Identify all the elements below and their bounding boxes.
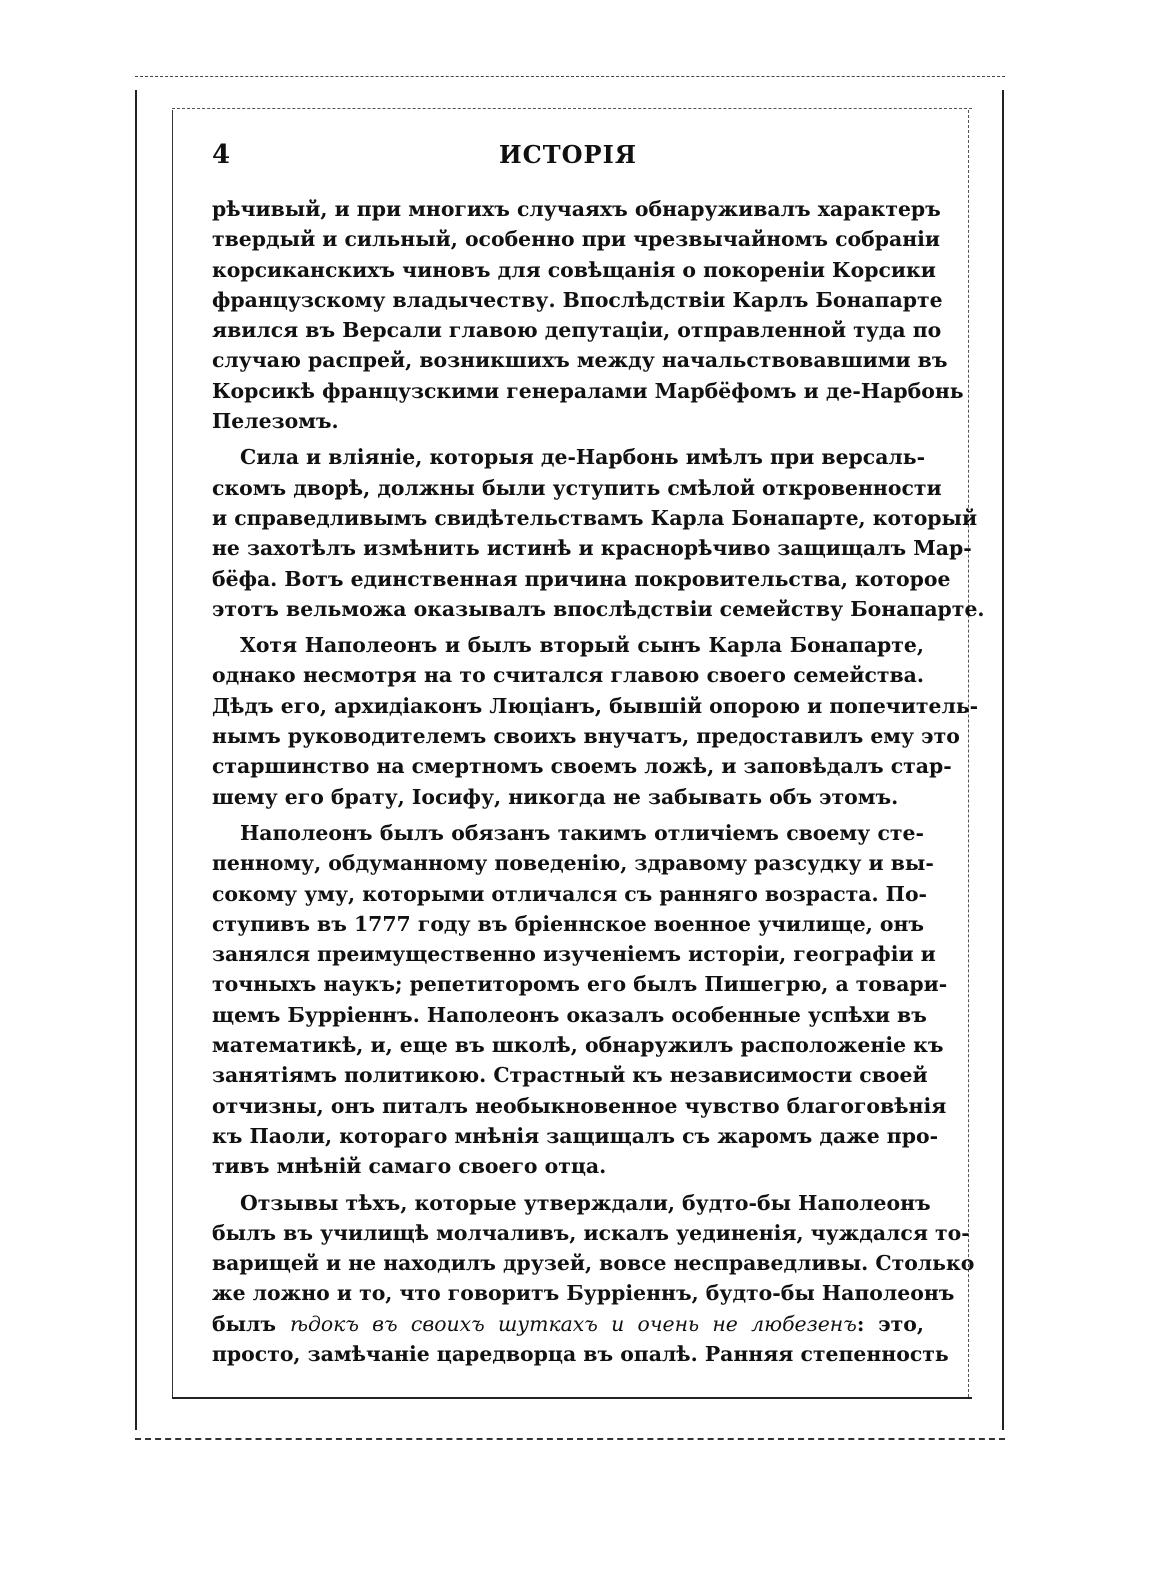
outer-frame-top	[135, 76, 1005, 77]
text-line: явился въ Версали главою депутаціи, отправленной туда по	[212, 318, 942, 343]
text-line: твердый и сильный, особенно при чрезвычайномъ собраніи	[212, 227, 940, 252]
text-line: точныхъ наукъ; репетиторомъ его былъ Пишегрю, а товари-	[212, 972, 948, 997]
text-line: пенному, обдуманному поведенію, здравому разсудку и вы-	[212, 851, 934, 876]
text-line: шему его брату, Іосифу, никогда не забывать объ этомъ.	[212, 784, 899, 809]
text-line: французскому владычеству. Впослѣдствіи Карлъ Бонапарте	[212, 287, 943, 312]
text-line: тивъ мнѣній самаго своего отца.	[212, 1154, 607, 1179]
text-line: просто, замѣчаніе царедворца въ опалѣ. Ранняя степенность	[212, 1341, 949, 1366]
text-line: къ Паоли, котораго мнѣнія защищалъ съ жаромъ даже про-	[212, 1123, 939, 1148]
book-page	[212, 140, 985, 1369]
paragraph-5	[212, 1188, 975, 1370]
inner-frame-right	[968, 110, 969, 1397]
text-line: корсиканскихъ чиновъ для совѣщанія о покореніи Корсики	[212, 257, 936, 282]
text-line: не захотѣлъ измѣнить истинѣ и краснорѣчиво защищалъ Мар-	[212, 536, 972, 561]
text-line: нымъ руководителемъ своихъ внучатъ, предоставилъ ему это	[212, 724, 960, 749]
text-fragment: былъ	[212, 1311, 290, 1336]
text-line: Хотя Наполеонъ и былъ вторый сынъ Карла Бонапарте,	[240, 633, 924, 658]
text-line: варищей и не находилъ друзей, вовсе несправедливы. Столько	[212, 1251, 975, 1276]
text-line: Корсикѣ французскими генералами Марбёфомъ и де-Нарбонь	[212, 378, 964, 403]
text-line: Дѣдъ его, архидіаконъ Люціанъ, бывшій опорою и попечитель-	[212, 693, 979, 718]
running-title: ИСТОРІЯ	[499, 140, 637, 169]
text-line: же ложно и то, что говоритъ Бурріеннъ, будто-бы Наполеонъ	[212, 1281, 955, 1306]
text-fragment: : это,	[856, 1311, 924, 1336]
paragraph-3	[212, 630, 979, 812]
inner-frame-left	[172, 110, 173, 1397]
text-line: старшинство на смертномъ своемъ ложѣ, и заповѣдалъ стар-	[212, 754, 952, 779]
italic-quote: ѣдокъ въ своихъ шуткахъ и очень не любезенъ	[289, 1311, 857, 1336]
page-header	[212, 140, 924, 180]
outer-frame-left	[135, 90, 137, 1430]
text-line: сокому уму, которыми отличался съ ранняго возраста. По-	[212, 881, 928, 906]
inner-frame-bottom	[172, 1397, 972, 1399]
paragraph-2	[212, 442, 985, 624]
text-line-mixed	[212, 1309, 924, 1339]
text-line: щемъ Бурріеннъ. Наполеонъ оказалъ особенные успѣхи въ	[212, 1002, 927, 1027]
paragraph-4	[212, 818, 948, 1182]
text-line: случаю распрей, возникшихъ между начальствовавшими въ	[212, 348, 948, 373]
text-line: Отзывы тѣхъ, которые утверждали, будто-бы Наполеонъ	[240, 1190, 931, 1215]
outer-frame-right	[1002, 90, 1004, 1430]
text-line: математикѣ, и, еще въ школѣ, обнаружилъ расположеніе къ	[212, 1033, 944, 1058]
paragraph-1	[212, 194, 964, 436]
text-line: Пелезомъ.	[212, 409, 339, 434]
text-line: былъ въ училищѣ молчаливъ, искалъ уединенія, чуждался то-	[212, 1220, 970, 1245]
text-line: Сила и вліяніе, которыя де-Нарбонь имѣлъ при версаль-	[240, 445, 926, 470]
text-line: ступивъ въ 1777 году въ бріеннское военное училище, онъ	[212, 911, 925, 936]
text-line: отчизны, онъ питалъ необыкновенное чувство благоговѣнія	[212, 1093, 947, 1118]
text-line: Наполеонъ былъ обязанъ такимъ отличіемъ своему сте-	[240, 820, 924, 845]
text-line: однако несмотря на то считался главою своего семейства.	[212, 663, 924, 688]
inner-frame-top	[172, 108, 972, 109]
text-line: бёфа. Вотъ единственная причина покровительства, которое	[212, 566, 951, 591]
text-line: занялся преимущественно изученіемъ исторіи, географіи и	[212, 942, 936, 967]
text-line: занятіямъ политикою. Страстный къ независимости своей	[212, 1063, 928, 1088]
outer-frame-bottom	[135, 1438, 1005, 1440]
text-line: рѣчивый, и при многихъ случаяхъ обнаруживалъ характеръ	[212, 197, 941, 221]
text-line: скомъ дворѣ, должны были уступить смѣлой откровенности	[212, 475, 942, 500]
text-line: этотъ вельможа оказывалъ впослѣдствіи семейству Бонапарте.	[212, 596, 985, 621]
text-line: и справедливымъ свидѣтельствамъ Карла Бонапарте, который	[212, 505, 978, 530]
page-number: 4	[212, 140, 231, 170]
